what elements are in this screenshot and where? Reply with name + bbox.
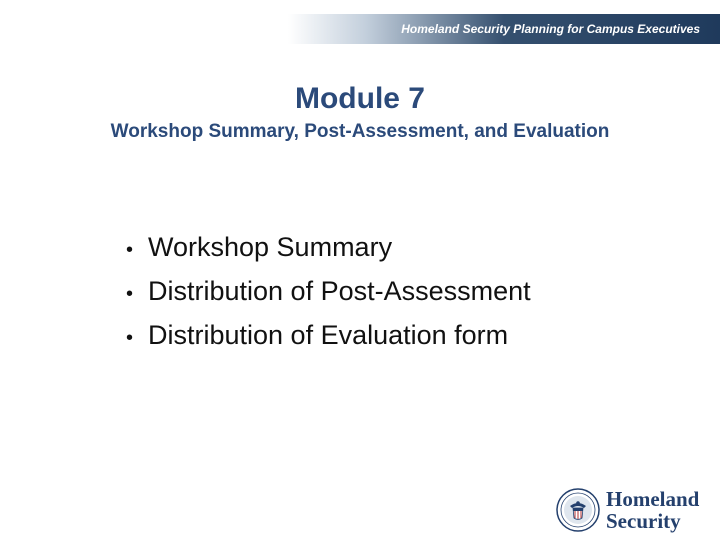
header-title: Homeland Security Planning for Campus Executives <box>401 22 700 36</box>
slide-subtitle: Workshop Summary, Post-Assessment, and Evaluation <box>110 121 610 142</box>
bullet-item <box>126 271 531 315</box>
bullet-text: Distribution of Post-Assessment <box>148 276 531 306</box>
slide-title: Module 7 <box>294 82 425 115</box>
logo-wordmark <box>606 488 699 532</box>
logo-word-homeland: Homeland <box>606 487 700 511</box>
header-banner <box>288 14 720 44</box>
homeland-security-logo <box>556 486 706 534</box>
bullet-item <box>126 315 531 359</box>
bullet-mark: • <box>126 283 134 305</box>
dhs-seal-icon <box>556 488 600 532</box>
bullet-mark: • <box>126 239 134 261</box>
bullet-text: Workshop Summary <box>148 232 393 262</box>
bullet-item <box>126 227 531 271</box>
bullet-list <box>126 227 531 359</box>
bullet-mark: • <box>126 327 134 349</box>
bullet-text: Distribution of Evaluation form <box>148 320 509 350</box>
logo-word-security: Security <box>606 509 681 533</box>
